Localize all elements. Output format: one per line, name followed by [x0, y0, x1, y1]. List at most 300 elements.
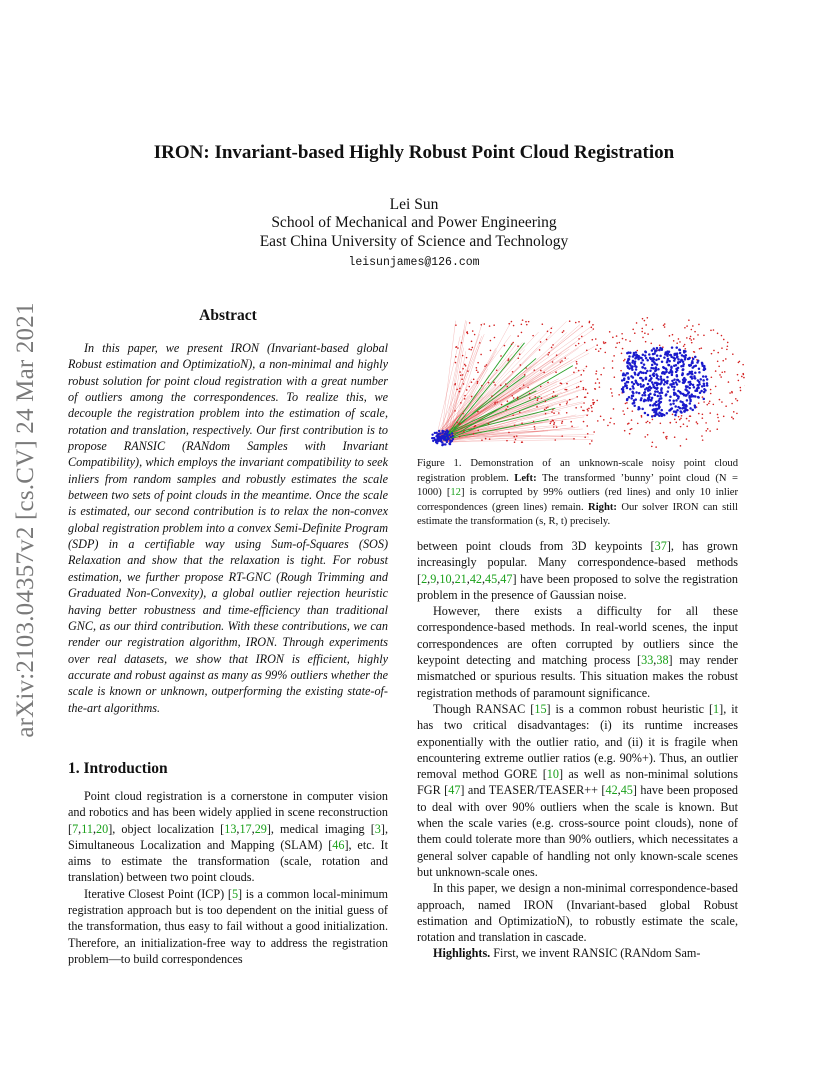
- registered-cloud-point: [642, 359, 645, 362]
- citation-link[interactable]: 29: [254, 821, 267, 836]
- outlier-point: [525, 367, 527, 369]
- right-paragraph-4: In this paper, we design a non-minimal correspondence-based approach, named IRON (Invariant-based global Robust estimation and OptimizatioN), to robustly estimate the scale, rotation and translation in cascade.: [417, 881, 738, 945]
- outlier-point: [721, 401, 723, 403]
- citation-link[interactable]: 3: [374, 821, 381, 836]
- outlier-point: [725, 405, 727, 407]
- citation-link[interactable]: 33: [641, 653, 654, 668]
- outlier-point: [624, 430, 626, 432]
- citation-link[interactable]: 46: [332, 837, 345, 852]
- citation-link[interactable]: 7: [72, 821, 79, 836]
- citation-link[interactable]: 17: [239, 821, 252, 836]
- outlier-point: [522, 319, 524, 321]
- registered-cloud-point: [665, 368, 668, 371]
- registered-cloud-point: [645, 399, 648, 402]
- figure-left-correspondences: [431, 319, 600, 446]
- outlier-point: [591, 411, 593, 413]
- outlier-point: [549, 423, 551, 425]
- paper-title: IRON: Invariant-based Highly Robust Point Cloud Registration: [153, 142, 675, 163]
- citation-link[interactable]: 42: [605, 783, 618, 798]
- outlier-point: [547, 382, 549, 384]
- outlier-point: [680, 418, 682, 420]
- registered-cloud-point: [688, 357, 691, 360]
- outlier-point: [649, 422, 651, 424]
- registered-cloud-point: [694, 406, 697, 409]
- outlier-point: [672, 414, 674, 416]
- outlier-point: [472, 347, 474, 349]
- outlier-point: [564, 389, 566, 391]
- outlier-point: [684, 348, 686, 350]
- outlier-point: [703, 335, 705, 337]
- outlier-point: [464, 364, 466, 366]
- outlier-point: [456, 389, 458, 391]
- registered-cloud-point: [631, 391, 634, 394]
- outlier-point: [715, 386, 717, 388]
- registered-cloud-point: [673, 359, 676, 362]
- outlier-point: [586, 414, 588, 416]
- outlier-point: [481, 439, 483, 441]
- outlier-point: [494, 403, 496, 405]
- outlier-point: [472, 330, 474, 332]
- citation-link[interactable]: 13: [224, 821, 237, 836]
- citation-link[interactable]: 20: [96, 821, 109, 836]
- outlier-point: [598, 350, 600, 352]
- registered-cloud-point: [690, 395, 693, 398]
- outlier-point: [566, 389, 568, 391]
- citation-link[interactable]: 12: [450, 487, 461, 499]
- outlier-point: [620, 370, 622, 372]
- registered-cloud-point: [685, 405, 688, 408]
- outlier-point: [471, 340, 473, 342]
- outlier-point: [583, 370, 585, 372]
- registered-cloud-point: [663, 414, 666, 417]
- outlier-point: [713, 350, 715, 352]
- author-email: leisunjames@126.com: [348, 256, 480, 269]
- outlier-point: [611, 392, 613, 394]
- source-cloud-point: [449, 443, 451, 445]
- outlier-point: [477, 429, 479, 431]
- outlier-point: [600, 374, 602, 376]
- outlier-point: [508, 358, 510, 360]
- outlier-point: [490, 340, 492, 342]
- citation-link[interactable]: 15: [534, 701, 547, 716]
- outlier-point: [596, 344, 598, 346]
- registered-cloud-point: [624, 382, 627, 385]
- outlier-point: [494, 337, 496, 339]
- outlier-point: [663, 324, 665, 326]
- registered-cloud-point: [632, 360, 635, 363]
- registered-cloud-point: [696, 384, 699, 387]
- outlier-point: [728, 381, 730, 383]
- registered-cloud-point: [634, 363, 637, 366]
- outlier-point: [527, 387, 529, 389]
- registered-cloud-point: [630, 397, 633, 400]
- registered-cloud-point: [629, 351, 632, 354]
- outlier-point: [459, 371, 461, 373]
- registered-cloud-point: [637, 358, 640, 361]
- outlier-point: [616, 335, 618, 337]
- registered-cloud-point: [676, 369, 679, 372]
- registered-cloud-point: [651, 349, 654, 352]
- outlier-point: [562, 421, 564, 423]
- arxiv-stamp-text: arXiv:2103.04357v2 [cs.CV] 24 Mar 2021: [12, 302, 39, 738]
- outlier-point: [508, 323, 510, 325]
- registered-cloud-point: [654, 403, 657, 406]
- outlier-point: [537, 398, 539, 400]
- outlier-point: [534, 426, 536, 428]
- outlier-point: [696, 421, 698, 423]
- outlier-point: [710, 330, 712, 332]
- outlier-point: [588, 408, 590, 410]
- outlier-point: [580, 374, 582, 376]
- outlier-point: [729, 392, 731, 394]
- registered-cloud-point: [651, 381, 654, 384]
- outlier-point: [592, 339, 594, 341]
- registered-cloud-point: [622, 391, 625, 394]
- outlier-point: [625, 403, 627, 405]
- registered-cloud-point: [645, 351, 648, 354]
- citation-link[interactable]: 2: [421, 571, 428, 586]
- outlier-point: [693, 351, 695, 353]
- outlier-point: [513, 397, 515, 399]
- source-cloud-point: [442, 437, 444, 439]
- outlier-point: [515, 439, 517, 441]
- registered-cloud-point: [651, 397, 654, 400]
- outlier-point: [540, 341, 542, 343]
- outlier-point: [553, 391, 555, 393]
- outlier-point: [484, 365, 486, 367]
- registered-cloud-point: [705, 375, 708, 378]
- registered-cloud-point: [688, 395, 691, 398]
- outlier-point: [591, 440, 593, 442]
- outlier-point: [629, 433, 631, 435]
- registered-cloud-point: [672, 402, 675, 405]
- outlier-point: [552, 396, 554, 398]
- citation-link[interactable]: 11: [81, 821, 93, 836]
- outlier-point: [581, 326, 583, 328]
- outlier-point: [612, 360, 614, 362]
- outlier-point: [570, 421, 572, 423]
- registered-cloud-point: [663, 379, 666, 382]
- registered-cloud-point: [628, 355, 631, 358]
- outlier-point: [727, 345, 729, 347]
- outlier-point: [691, 329, 693, 331]
- outlier-point: [674, 419, 676, 421]
- outlier-point: [686, 438, 688, 440]
- registered-cloud-point: [647, 414, 650, 417]
- registered-cloud-point: [675, 364, 678, 367]
- outlier-point: [533, 369, 535, 371]
- source-cloud-point: [436, 442, 438, 444]
- outlier-point: [717, 352, 719, 354]
- registered-cloud-point: [627, 366, 630, 369]
- registered-cloud-point: [642, 379, 645, 382]
- outlier-point: [547, 354, 549, 356]
- outlier-point: [593, 403, 595, 405]
- registered-cloud-point: [699, 391, 702, 394]
- outlier-point: [500, 355, 502, 357]
- outlier-point: [552, 344, 554, 346]
- source-cloud-point: [452, 438, 454, 440]
- outlier-point: [477, 371, 479, 373]
- citation-link[interactable]: 10: [546, 767, 559, 782]
- registered-cloud-point: [684, 379, 687, 382]
- registered-cloud-point: [640, 357, 643, 360]
- registered-cloud-point: [679, 352, 682, 355]
- outlier-point: [519, 353, 521, 355]
- source-cloud-point: [435, 432, 437, 434]
- citation-link[interactable]: 1: [713, 701, 720, 716]
- outlier-point: [652, 329, 654, 331]
- outlier-point: [505, 383, 507, 385]
- source-cloud-point: [444, 443, 446, 445]
- registered-cloud-point: [631, 385, 634, 388]
- outlier-point: [456, 422, 458, 424]
- registered-cloud-point: [671, 346, 674, 349]
- outlier-point: [593, 431, 595, 433]
- outlier-point: [485, 438, 487, 440]
- outlier-point: [455, 356, 457, 358]
- outlier-point: [521, 422, 523, 424]
- outlier-point: [700, 347, 702, 349]
- registered-cloud-point: [672, 383, 675, 386]
- registered-cloud-point: [658, 407, 661, 410]
- outlier-point: [494, 402, 496, 404]
- registered-cloud-point: [692, 358, 695, 361]
- registered-cloud-point: [679, 407, 682, 410]
- intro-paragraph-2: Iterative Closest Point (ICP) [5] is a common local-minimum registration approach but is too dependent on the initial guess of the transformation, thus easy to fail without a good initialization. Therefore, an initialization-free way to address the registration problem—to build correspondences: [68, 886, 388, 966]
- outlier-point: [679, 341, 681, 343]
- outlier-point: [561, 435, 563, 437]
- registered-cloud-point: [642, 353, 645, 356]
- registered-cloud-point: [661, 349, 664, 352]
- outlier-point: [514, 441, 516, 443]
- outlier-point: [551, 327, 553, 329]
- outlier-point: [597, 420, 599, 422]
- outlier-point: [691, 342, 693, 344]
- outlier-point: [624, 359, 626, 361]
- registered-cloud-point: [647, 389, 650, 392]
- outlier-point: [663, 432, 665, 434]
- registered-cloud-point: [627, 378, 630, 381]
- outlier-point: [505, 409, 507, 411]
- registered-cloud-point: [689, 383, 692, 386]
- registered-cloud-point: [679, 361, 682, 364]
- citation-link[interactable]: 42: [469, 571, 482, 586]
- outlier-point: [523, 384, 525, 386]
- outlier-point: [613, 408, 615, 410]
- outlier-point: [466, 389, 468, 391]
- outlier-point: [684, 327, 686, 329]
- source-cloud-point: [441, 444, 443, 446]
- registered-cloud-point: [654, 390, 657, 393]
- registered-cloud-point: [675, 381, 678, 384]
- outlier-point: [542, 323, 544, 325]
- outlier-point: [735, 398, 737, 400]
- registered-cloud-point: [636, 354, 639, 357]
- registered-cloud-point: [703, 385, 706, 388]
- outlier-point: [727, 342, 729, 344]
- outlier-point: [678, 338, 680, 340]
- outlier-point: [725, 358, 727, 360]
- outlier-point: [556, 354, 558, 356]
- citation-link[interactable]: 45: [485, 571, 498, 586]
- registered-cloud-point: [678, 349, 681, 352]
- outlier-point: [578, 338, 580, 340]
- outlier-point: [631, 419, 633, 421]
- registered-cloud-point: [633, 383, 636, 386]
- outlier-point: [647, 434, 649, 436]
- outlier-point: [454, 410, 456, 412]
- outlier-point: [709, 400, 711, 402]
- abstract-text: In this paper, we present IRON (Invariant-based global Robust estimation and OptimizatioN), a non-minimal and highly robust solution for point cloud registration with a great number of outliers among the correspondences. To realize this, we decouple the registration problem into the estimation of scale, rotation and translation, respectively. Our first contribution is to propose RANSIC (RANdom Samples with Invariant Compatibility), which employs the invariant compatibility to seek inliers from random samples and robustly estimates the scale between two sets of point clouds in the meantime. Once the scale is estimated, our second contribution is to relax the non-convex global registration problem into a convex Semi-Definite Program (SDP) in a certifiable way using Sum-of-Squares (SOS) Relaxation and show that the relaxation is tight. For robust estimation, we further propose RT-GNC (Rough Trimming and Graduated Non-Convexity), a global outlier rejection heuristic having better robustness and time-efficiency than traditional GNC, as our third contribution. With these contributions, we can render our registration algorithm, IRON. Through experiments over real datasets, we show that IRON is efficient, highly accurate and robust against as many as 99% outliers whether the scale is known or unknown, outperforming the existing state-of-the-art algorithms.: [68, 341, 388, 715]
- registered-cloud-point: [688, 387, 691, 390]
- citation-link[interactable]: 10: [439, 571, 452, 586]
- registered-cloud-point: [649, 386, 652, 389]
- registered-cloud-point: [637, 374, 640, 377]
- registered-cloud-point: [657, 383, 660, 386]
- registered-cloud-point: [685, 354, 688, 357]
- registered-cloud-point: [696, 388, 699, 391]
- registered-cloud-point: [655, 359, 658, 362]
- outlier-point: [613, 423, 615, 425]
- outlier-point: [569, 320, 571, 322]
- outlier-point: [634, 332, 636, 334]
- registered-cloud-point: [645, 377, 648, 380]
- registered-cloud-point: [674, 405, 677, 408]
- registered-cloud-point: [661, 372, 664, 375]
- registered-cloud-point: [681, 354, 684, 357]
- outlier-point: [488, 382, 490, 384]
- citation-link[interactable]: 38: [656, 653, 669, 668]
- citation-link[interactable]: 47: [500, 571, 513, 586]
- outlier-point: [593, 402, 595, 404]
- figure-right-registered-cloud: [580, 317, 745, 448]
- source-cloud-point: [448, 434, 450, 436]
- registered-cloud-point: [631, 381, 634, 384]
- registered-cloud-point: [671, 370, 674, 373]
- outlier-point: [516, 435, 518, 437]
- outlier-point: [683, 345, 685, 347]
- registered-cloud-point: [626, 399, 629, 402]
- outlier-point: [674, 436, 676, 438]
- citation-link[interactable]: 21: [454, 571, 467, 586]
- registered-cloud-point: [650, 378, 653, 381]
- registered-cloud-point: [623, 379, 626, 382]
- registered-cloud-point: [622, 386, 625, 389]
- outlier-point: [705, 430, 707, 432]
- registered-cloud-point: [687, 392, 690, 395]
- outlier-point: [576, 396, 578, 398]
- registered-cloud-point: [632, 402, 635, 405]
- outlier-point: [716, 428, 718, 430]
- registered-cloud-point: [656, 387, 659, 390]
- registered-cloud-point: [639, 377, 642, 380]
- outlier-point: [465, 365, 467, 367]
- outlier-point: [627, 407, 629, 409]
- outlier-point: [545, 413, 547, 415]
- registered-cloud-point: [648, 353, 651, 356]
- registered-cloud-point: [669, 403, 672, 406]
- outlier-point: [690, 415, 692, 417]
- outlier-point: [669, 422, 671, 424]
- registered-cloud-point: [669, 383, 672, 386]
- registered-cloud-point: [631, 365, 634, 368]
- outlier-point: [460, 374, 462, 376]
- registered-cloud-point: [655, 411, 658, 414]
- registered-cloud-point: [683, 410, 686, 413]
- citation-link[interactable]: 5: [231, 886, 239, 901]
- outlier-point: [623, 413, 625, 415]
- outlier-point: [480, 324, 482, 326]
- citation-link[interactable]: 37: [654, 539, 667, 553]
- outlier-point: [566, 403, 568, 405]
- outlier-point: [583, 410, 585, 412]
- outlier-point: [738, 362, 740, 364]
- right-paragraph-1: between point clouds from 3D keypoints [37], has grown increasingly popular. Many correspondence-based methods [2,9,10,21,42,45,47] have been proposed to solve the registration problem in the presence of Gaussian noise.: [417, 539, 739, 602]
- registered-cloud-point: [660, 376, 663, 379]
- outlier-point: [636, 350, 638, 352]
- outlier-point: [534, 428, 536, 430]
- outlier-point: [603, 341, 605, 343]
- outlier-point: [483, 323, 485, 325]
- outlier-point: [512, 371, 514, 373]
- outlier-point: [552, 420, 554, 422]
- source-cloud-point: [447, 438, 449, 440]
- outlier-point: [467, 370, 469, 372]
- outlier-point: [578, 386, 580, 388]
- outlier-point: [578, 343, 580, 345]
- outlier-point: [642, 318, 644, 320]
- citation-link[interactable]: 9: [430, 571, 437, 586]
- source-cloud-point: [449, 436, 451, 438]
- outlier-point: [610, 417, 612, 419]
- registered-cloud-point: [644, 394, 647, 397]
- outlier-point: [517, 335, 519, 337]
- outlier-point: [571, 425, 573, 427]
- registered-cloud-point: [677, 397, 680, 400]
- outlier-point: [627, 423, 629, 425]
- outlier-point: [719, 399, 721, 401]
- registered-cloud-point: [693, 375, 696, 378]
- outlier-point: [491, 395, 493, 397]
- registered-cloud-point: [658, 405, 661, 408]
- outlier-point: [612, 367, 614, 369]
- outlier-point: [494, 384, 496, 386]
- registered-cloud-point: [658, 412, 661, 415]
- registered-cloud-point: [627, 362, 630, 365]
- outlier-point: [480, 354, 482, 356]
- outlier-point: [475, 425, 477, 427]
- registered-cloud-point: [689, 407, 692, 410]
- outlier-point: [718, 365, 720, 367]
- outlier-point: [688, 319, 690, 321]
- outlier-point: [578, 370, 580, 372]
- registered-cloud-point: [682, 404, 685, 407]
- outlier-point: [575, 345, 577, 347]
- outlier-point: [519, 364, 521, 366]
- outlier-point: [621, 333, 623, 335]
- citation-link[interactable]: 47: [448, 783, 461, 798]
- registered-cloud-point: [676, 355, 679, 358]
- outlier-point: [678, 416, 680, 418]
- outlier-point: [715, 370, 717, 372]
- affiliation-line-1: School of Mechanical and Power Engineering: [271, 214, 557, 231]
- outlier-point: [551, 347, 553, 349]
- outlier-point: [454, 384, 456, 386]
- citation-link[interactable]: 45: [620, 783, 633, 798]
- figure-1-caption: Figure 1. Demonstration of an unknown-scale noisy point cloud registration problem. Left: The transformed ’bunny’ point cloud (N = 1000) [12] is corrupted by 99% outliers (red lines) and only 10 inlier correspondences (green lines) remain. Right: Our solver IRON can still estimate the transformation (s, R, t) precisely.: [417, 458, 738, 528]
- registered-cloud-point: [634, 372, 637, 375]
